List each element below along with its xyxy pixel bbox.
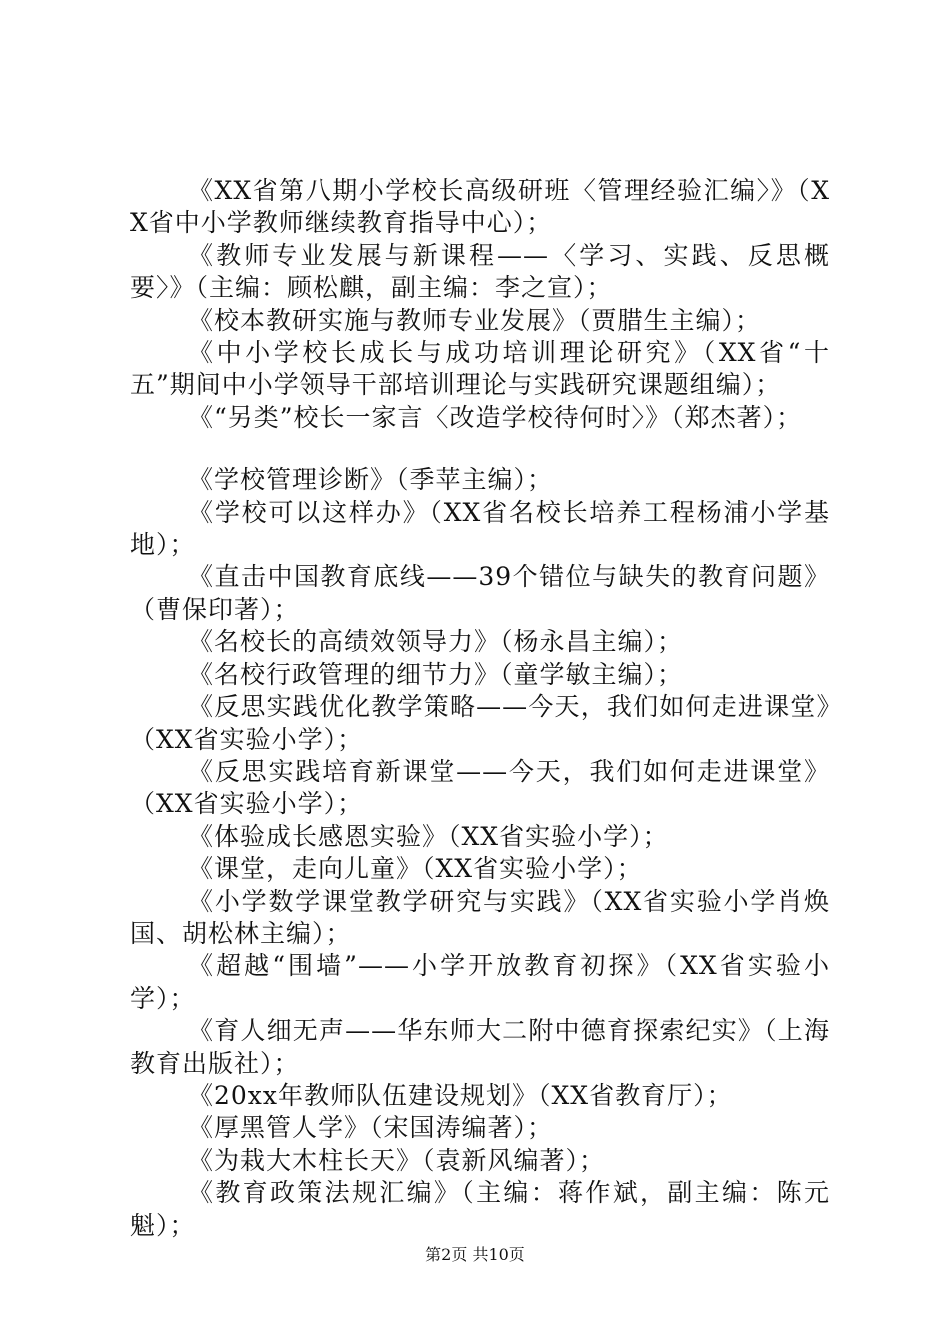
reference-item: 《超越“围墙”——小学开放教育初探》（XX省实验小学）； xyxy=(130,951,830,1013)
reference-item: 《XX省第八期小学校长高级研班〈管理经验汇编〉》（XX省中小学教师继续教育指导中心）； xyxy=(130,176,830,238)
reference-item: 《名校行政管理的细节力》（童学敏主编）； xyxy=(188,659,684,689)
reference-item: 《直击中国教育底线——39个错位与缺失的教育问题》（曹保印著）； xyxy=(130,562,830,624)
reference-item: 《为栽大木柱长天》（袁新风编著）； xyxy=(188,1145,606,1175)
reference-item: 《教育政策法规汇编》（主编：蒋作斌，副主编：陈元魁）； xyxy=(130,1178,830,1240)
reference-item: 《体验成长感恩实验》（XX省实验小学）； xyxy=(188,821,669,851)
reference-list xyxy=(130,175,830,1242)
reference-item: 《中小学校长成长与成功培训理论研究》（XX省“十五”期间中小学领导干部培训理论与实践研究课题组编）； xyxy=(130,338,830,400)
reference-item: 《反思实践优化教学策略——今天，我们如何走进课堂》（XX省实验小学）； xyxy=(130,692,830,754)
reference-item: 《名校长的高绩效领导力》（杨永昌主编）； xyxy=(188,627,684,657)
reference-item: 《教师专业发展与新课程——〈学习、实践、反思概要〉》（主编：顾松麒，副主编：李之宣）； xyxy=(130,240,830,303)
reference-item: 《学校可以这样办》（XX省名校长培养工程杨浦小学基地）； xyxy=(130,497,830,560)
reference-item: 《小学数学课堂教学研究与实践》（XX省实验小学肖焕国、胡松林主编）； xyxy=(130,886,830,948)
page-number-footer: 第2页 共10页 xyxy=(425,1245,525,1264)
reference-item: 《校本教研实施与教师专业发展》（贾腊生主编）； xyxy=(188,305,762,335)
reference-item: 《反思实践培育新课堂——今天，我们如何走进课堂》（XX省实验小学）； xyxy=(130,756,830,819)
reference-item: 《学校管理诊断》（季苹主编）； xyxy=(188,465,554,495)
reference-item: 《20xx年教师队伍建设规划》（XX省教育厅）； xyxy=(188,1080,733,1110)
reference-item: 《育人细无声——华东师大二附中德育探索纪实》（上海教育出版社）； xyxy=(130,1016,830,1078)
reference-item: 《课堂，走向儿童》（XX省实验小学）； xyxy=(188,854,643,884)
reference-item: 《“另类”校长一家言〈改造学校待何时〉》（郑杰著）； xyxy=(188,402,803,432)
reference-item: 《厚黑管人学》（宋国涛编著）； xyxy=(188,1113,554,1143)
